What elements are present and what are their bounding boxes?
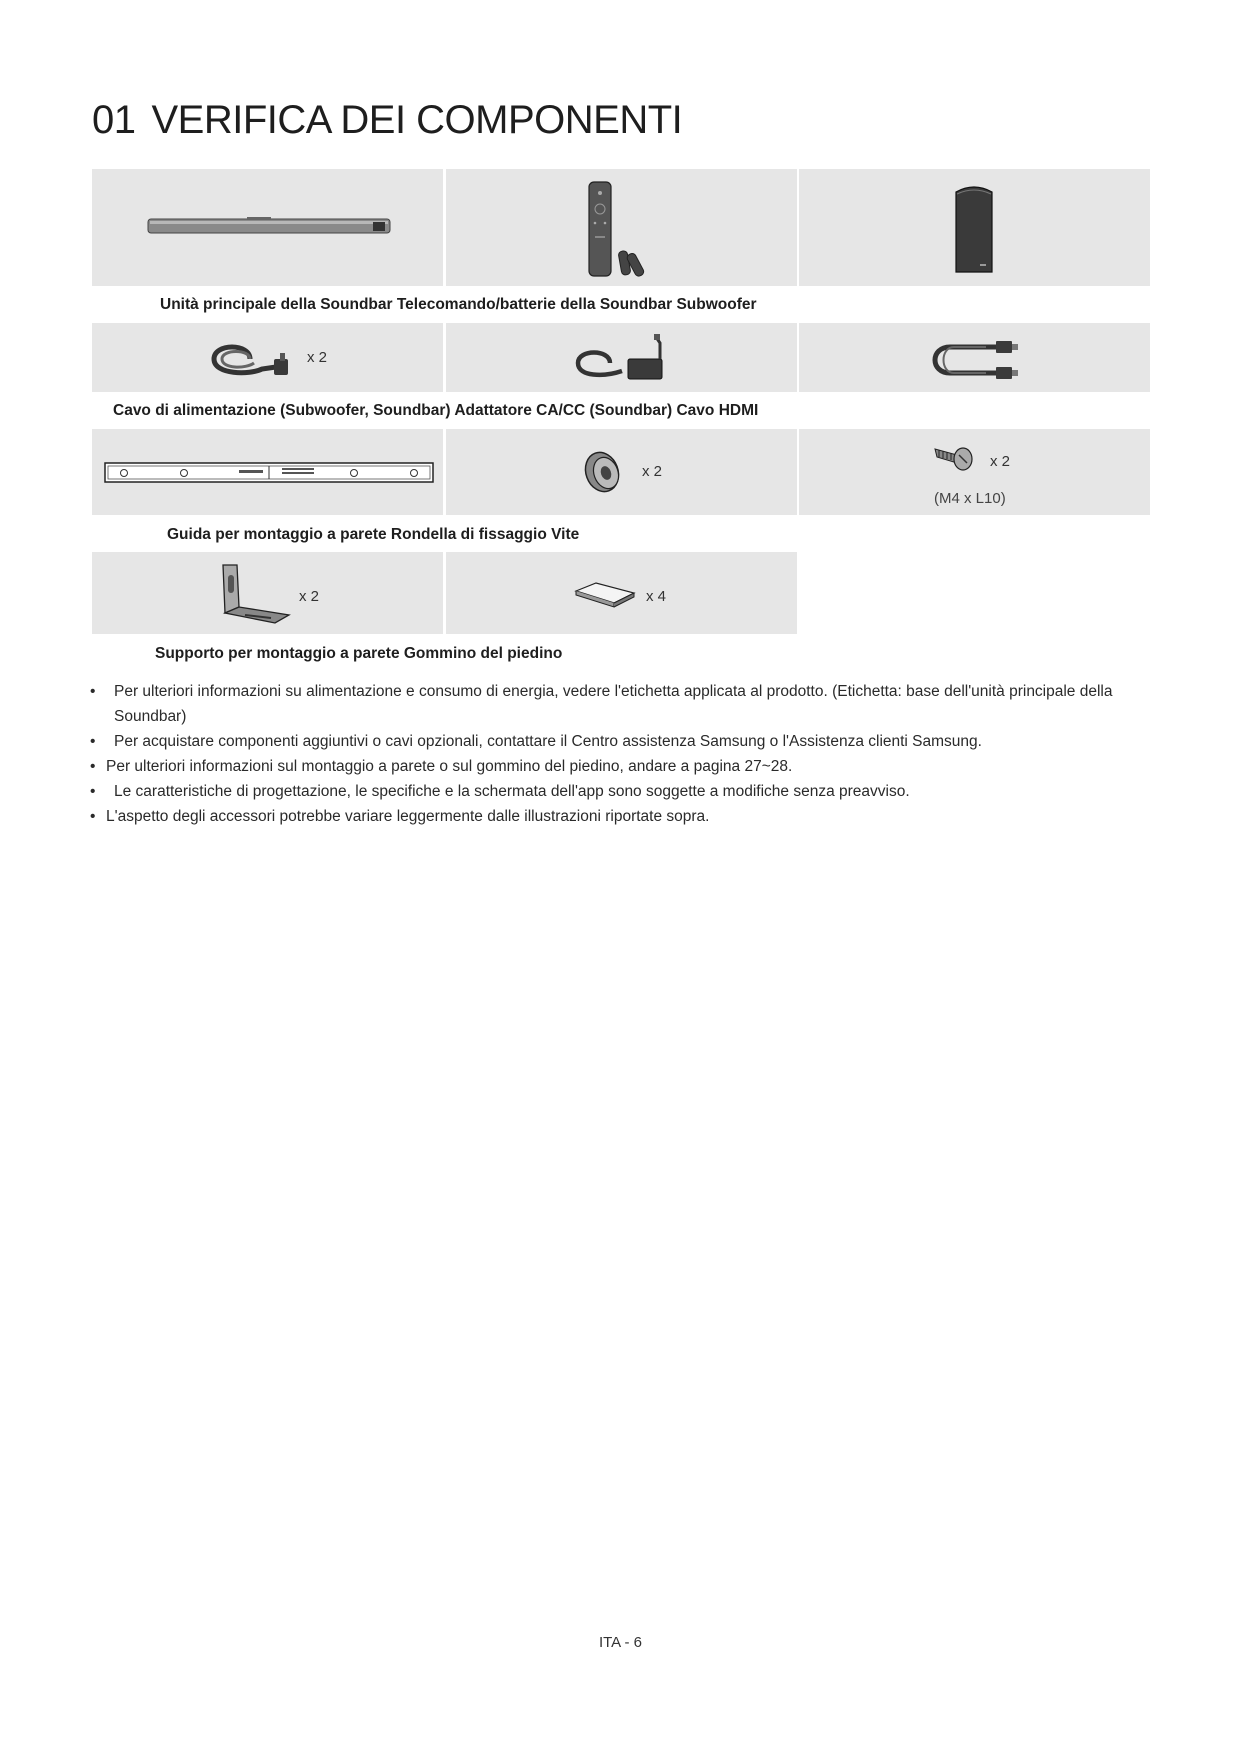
soundbar-icon [147, 216, 392, 238]
section-number: 01 [92, 98, 136, 142]
power-cable-icon [210, 339, 300, 379]
component-cell-wall-mount-guide [92, 429, 443, 515]
component-cell-soundbar [92, 169, 443, 286]
component-cell-remote [446, 169, 797, 286]
note-item [90, 779, 1150, 804]
caption-row-2: Cavo di alimentazione (Subwoofer, Soundbar) Adattatore CA/CC (Soundbar) Cavo HDMI [113, 402, 759, 419]
rubber-foot-icon [574, 581, 636, 609]
subwoofer-icon [952, 184, 996, 274]
component-cell-wall-bracket [92, 552, 443, 634]
note-item [90, 679, 1150, 729]
quantity-holder-screw: x 2 [642, 463, 663, 480]
note-item [90, 804, 1150, 829]
bullet: • [90, 808, 96, 825]
page-title [92, 98, 682, 143]
bullet: • [90, 758, 96, 775]
remote-control-icon [587, 181, 647, 277]
component-cell-holder-screw [446, 429, 797, 515]
screw-spec: (M4 x L10) [934, 490, 1006, 507]
component-cell-subwoofer [799, 169, 1150, 286]
caption-row-1: Unità principale della Soundbar Telecomando/batterie della Soundbar Subwoofer [160, 296, 757, 313]
bullet: • [90, 783, 96, 800]
note-text: Per ulteriori informazioni su alimentazione e consumo di energia, vedere l'etichetta applicata al prodotto. (Etichetta: base dell'unità principale della Soundbar) [114, 683, 1113, 725]
note-text: L'aspetto degli accessori potrebbe variare leggermente dalle illustrazioni riportate sopra. [106, 808, 710, 825]
bullet: • [90, 733, 96, 750]
component-cell-hdmi [799, 323, 1150, 392]
screw-icon [933, 441, 977, 471]
ac-adapter-icon [574, 333, 670, 383]
page-number: ITA - 6 [598, 1634, 643, 1651]
quantity-rubber-foot: x 4 [646, 588, 667, 605]
wall-bracket-icon [215, 563, 293, 627]
hdmi-cable-icon [926, 337, 1022, 381]
wall-mount-guide-icon [104, 462, 434, 484]
component-cell-screw [799, 429, 1150, 515]
quantity-power-cable: x 2 [307, 349, 328, 366]
note-item [90, 729, 1150, 754]
note-text: Per acquistare componenti aggiuntivi o cavi opzionali, contattare il Centro assistenza Samsung o l'Assistenza clienti Samsung. [114, 733, 982, 750]
note-text: Le caratteristiche di progettazione, le specifiche e la schermata dell'app sono soggette a modifiche senza preavviso. [114, 783, 910, 800]
component-cell-rubber-foot [446, 552, 797, 634]
holder-screw-washer-icon [580, 446, 628, 496]
caption-row-4: Supporto per montaggio a parete Gommino del piedino [155, 645, 563, 662]
quantity-wall-bracket: x 2 [299, 588, 320, 605]
note-text: Per ulteriori informazioni sul montaggio a parete o sul gommino del piedino, andare a pagina 27~28. [106, 758, 793, 775]
quantity-screw: x 2 [990, 453, 1011, 470]
section-title: VERIFICA DEI COMPONENTI [151, 98, 683, 142]
bullet: • [90, 683, 96, 700]
notes-list [90, 679, 1150, 829]
note-item [90, 754, 1150, 779]
caption-row-3: Guida per montaggio a parete Rondella di fissaggio Vite [167, 526, 580, 543]
component-cell-power-cable [92, 323, 443, 392]
component-cell-ac-adapter [446, 323, 797, 392]
